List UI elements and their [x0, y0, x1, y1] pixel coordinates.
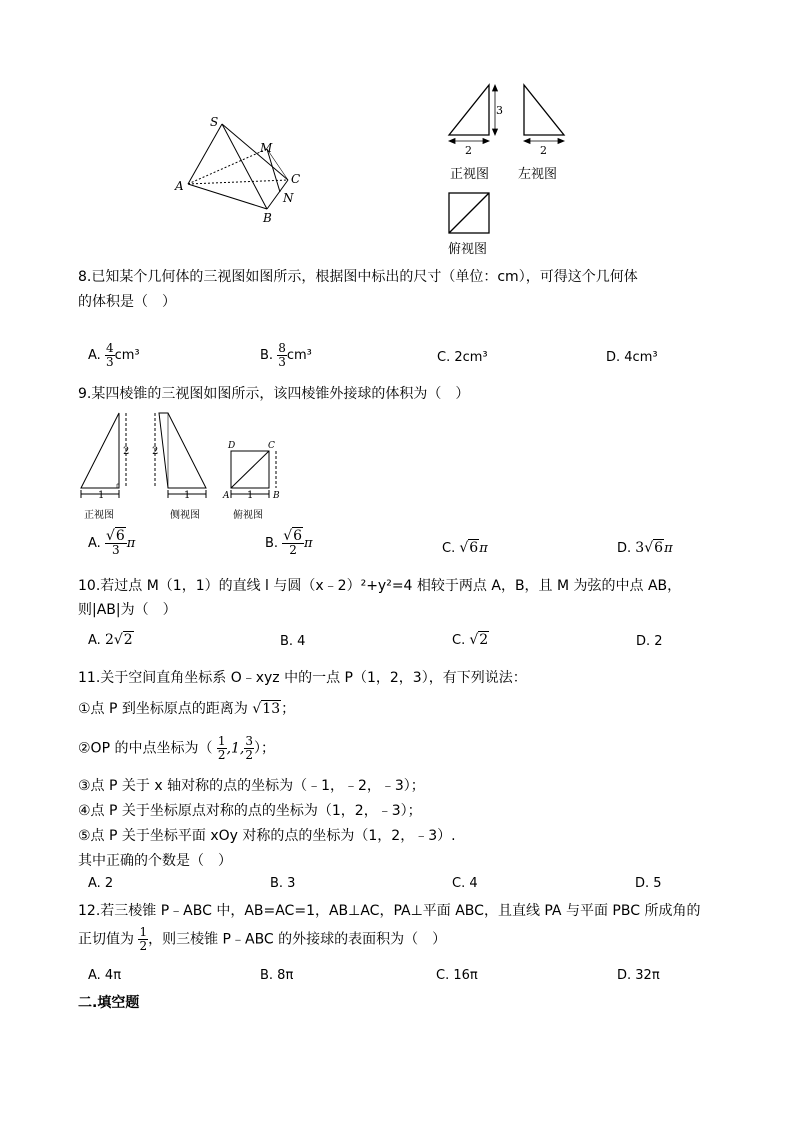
dim-width-2-side: 2 [540, 144, 547, 157]
dim-height-3: 3 [496, 104, 503, 117]
statement-text: ①点 P 到坐标原点的距离为 [78, 701, 248, 717]
numerator: 3 [245, 734, 254, 748]
fraction [138, 926, 148, 953]
pi-symbol: π [126, 536, 136, 551]
statement-suffix: ）； [254, 740, 276, 757]
dim-width-2-front: 2 [465, 144, 472, 157]
radical: 2√2 [104, 632, 133, 648]
q11-statement-2 [78, 735, 275, 762]
denominator: 2 [245, 748, 254, 762]
statement-suffix: ，则三棱锥 P﹣ABC 的外接球的表面积为（ ） [148, 931, 447, 948]
radical: √2 [469, 632, 489, 648]
q12-option-d: D. 32π [617, 968, 660, 983]
radicand: 2 [123, 632, 133, 648]
vertex-C: C [291, 172, 301, 186]
denominator: 3 [112, 543, 120, 557]
q10-stem-line1: 10.若过点 M（1，1）的直线 l 与圆（x﹣2）²+y²=4 相较于两点 A，B，且 M 为弦的中点 AB， [78, 578, 682, 594]
q11-stem: 11.关于空间直角坐标系 O﹣xyz 中的一点 P（1，2，3），有下列说法： [78, 670, 527, 686]
q10-option-d: D. 2 [636, 634, 663, 649]
q11-option-b: B. 3 [270, 876, 296, 891]
q12-stem-line2 [78, 926, 446, 953]
q9-dim-h2: 2 [152, 446, 159, 457]
q8-option-d: D. 4cm³ [606, 350, 658, 365]
option-prefix: A. [88, 348, 101, 363]
radicand: 6 [469, 540, 479, 556]
pi-symbol: π [479, 541, 488, 556]
vertex-A: A [175, 179, 184, 193]
coefficient: 2 [104, 632, 114, 648]
radical: √6 [283, 528, 303, 544]
pi-symbol: π [304, 536, 313, 551]
q9-stem: 9.某四棱锥的三视图如图所示，该四棱锥外接球的体积为（ ） [78, 386, 470, 402]
q8-top-view [448, 192, 490, 234]
q8-stem-line1: 8.已知某个几何体的三视图如图所示，根据图中标出的尺寸（单位：cm），可得这个几何体 [78, 269, 638, 285]
vertex-M: M [260, 141, 273, 155]
fraction [105, 530, 127, 557]
q9-vertex-C: C [268, 441, 275, 451]
q8-option-a [88, 342, 140, 369]
radicand: 13 [262, 701, 281, 717]
q9-three-views [76, 406, 291, 524]
denominator: 2 [139, 939, 148, 953]
q10-option-b: B. 4 [280, 634, 306, 649]
numerator: 8 [278, 341, 286, 355]
option-prefix: C. [452, 633, 466, 648]
q9-dim-h1: 2 [123, 446, 130, 457]
q8-side-view-label: 左视图 [518, 167, 558, 182]
fraction [105, 342, 115, 369]
radical: √6 [459, 540, 479, 556]
q11-statement-1 [78, 698, 295, 718]
q11-option-a: A. 2 [88, 876, 114, 891]
q8-top-view-label: 俯视图 [448, 242, 488, 257]
unit: cm³ [114, 348, 140, 363]
numerator: 1 [139, 925, 148, 939]
q11-option-c: C. 4 [452, 876, 478, 891]
fraction [244, 735, 254, 762]
numerator: 1 [217, 734, 226, 748]
q9-option-a [88, 530, 135, 557]
q10-stem-line2: 则|AB|为（ ） [78, 602, 177, 618]
radical: 3√6 [635, 540, 664, 556]
denominator: 3 [105, 355, 114, 369]
option-prefix: A. [88, 633, 101, 648]
q9-option-b [265, 530, 313, 557]
statement-text: 正切值为 [78, 931, 134, 948]
q12-option-c: C. 16π [436, 968, 478, 983]
section-title: 二.填空题 [78, 995, 140, 1011]
statement-text: ②OP 的中点坐标为（ [78, 740, 213, 757]
pi-symbol: π [664, 541, 673, 556]
vertex-S: S [210, 115, 219, 129]
q9-option-d [617, 540, 673, 556]
q10-option-a [88, 632, 134, 648]
radicand: 2 [479, 632, 489, 648]
q11-statement-5: ⑤点 P 关于坐标平面 xOy 对称的点的坐标为（1，2，﹣3）. [78, 828, 456, 844]
q11-option-d: D. 5 [635, 876, 662, 891]
radicand: 6 [293, 528, 303, 544]
q8-stem-line2: 的体积是（ ） [78, 294, 176, 310]
q11-statement-3: ③点 P 关于 x 轴对称的点的坐标为（﹣1，﹣2，﹣3）； [78, 778, 425, 794]
option-prefix: C. [442, 541, 456, 556]
vertex-N: N [283, 191, 294, 205]
q8-option-c: C. 2cm³ [437, 350, 488, 365]
q9-vertex-A: A [223, 491, 230, 501]
q9-dim-w2: 1 [184, 490, 191, 501]
option-prefix: B. [265, 536, 279, 551]
q11-statement-4: ④点 P 关于坐标原点对称的点的坐标为（1，2，﹣3）； [78, 803, 422, 819]
q9-side-label: 侧视图 [170, 510, 200, 521]
q9-dim-w3: 1 [247, 490, 254, 501]
denominator: 2 [289, 543, 297, 557]
option-prefix: B. [260, 348, 274, 363]
fraction [217, 735, 227, 762]
vertex-B: B [263, 211, 272, 225]
q12-option-a: A. 4π [88, 968, 122, 983]
q12-option-b: B. 8π [260, 968, 294, 983]
radicand: 6 [115, 528, 125, 544]
radicand: 6 [654, 540, 664, 556]
radical: √6 [105, 528, 125, 544]
option-prefix: D. [617, 541, 632, 556]
numerator: 4 [105, 341, 114, 355]
coefficient: 3 [635, 540, 645, 556]
denominator: 2 [217, 748, 226, 762]
q10-option-c [452, 632, 489, 648]
q11-question: 其中正确的个数是（ ） [78, 853, 232, 869]
q9-option-c [442, 540, 488, 556]
q8-front-view-label: 正视图 [450, 167, 490, 182]
q12-stem-line1: 12.若三棱锥 P﹣ABC 中，AB=AC=1，AB⊥AC，PA⊥平面 ABC，且直线 PA 与平面 PBC 所成角的 [78, 903, 701, 919]
radical: √13 [252, 701, 281, 717]
q8-option-b [260, 342, 312, 369]
unit: cm³ [286, 348, 312, 363]
denominator: 3 [278, 355, 286, 369]
fraction [282, 530, 304, 557]
q9-vertex-B: B [273, 491, 280, 501]
statement-suffix: ； [281, 701, 296, 717]
q9-vertex-D: D [228, 441, 236, 451]
separator: ,1, [226, 740, 245, 757]
q9-dim-w1: 1 [98, 490, 105, 501]
option-prefix: A. [88, 536, 101, 551]
fraction [277, 342, 287, 369]
q9-front-label: 正视图 [84, 510, 114, 521]
q9-top-label: 俯视图 [233, 510, 263, 521]
pyramid-figure [170, 112, 305, 227]
